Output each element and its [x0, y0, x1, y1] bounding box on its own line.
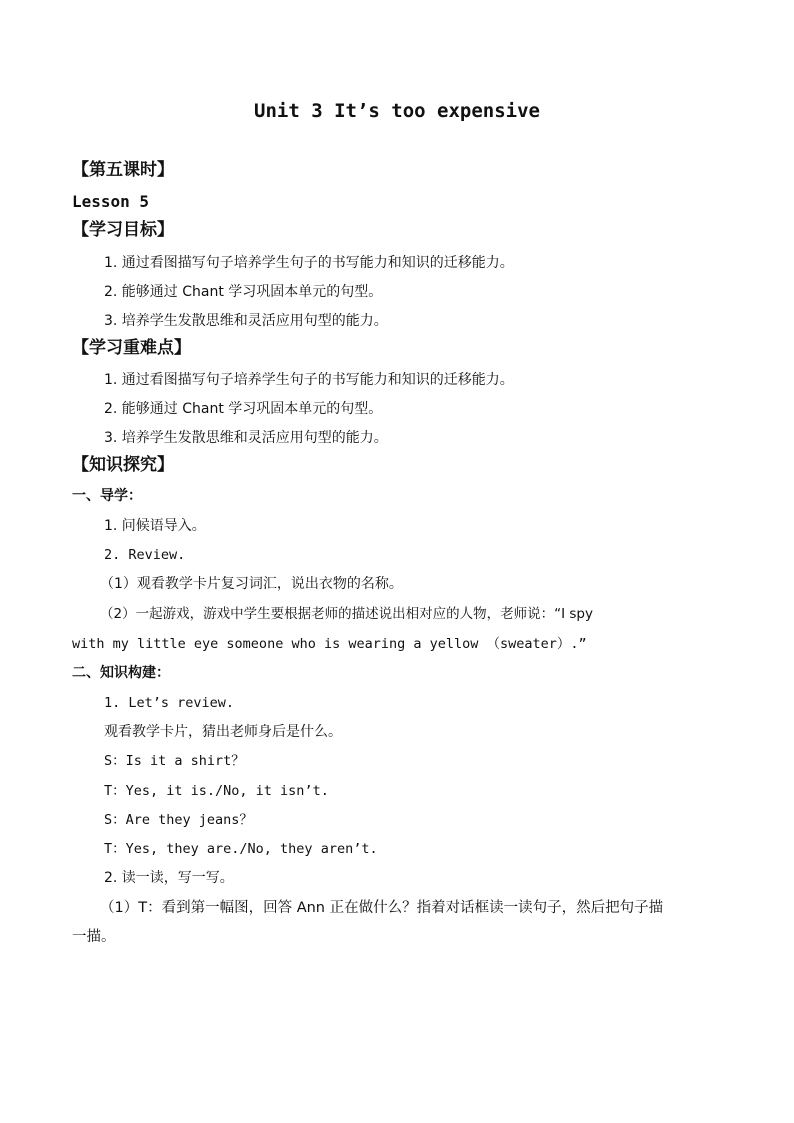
part2-line-8: （1）T：看到第一幅图，回答 Ann 正在做什么？指着对话框读一读句子，然后把句子描	[100, 900, 664, 916]
part2-line-1: 1. Let’s review.	[104, 695, 235, 711]
part2-heading: 二、知识构建：	[72, 665, 170, 681]
part2-line-3: S：Is it a shirt？	[104, 753, 245, 769]
part1-heading: 一、导学：	[72, 488, 142, 504]
part2-line-6: T：Yes, they are./No, they aren’t.	[104, 841, 378, 857]
part2-line-4: T：Yes, it is./No, it isn’t.	[104, 783, 329, 799]
objectives-heading: 【学习目标】	[72, 220, 174, 240]
document-title: Unit 3 It’s too expensive	[254, 100, 540, 122]
exploration-heading: 【知识探究】	[72, 455, 174, 475]
key-points-heading: 【学习重难点】	[72, 338, 191, 358]
part2-line-5: S：Are they jeans？	[104, 812, 253, 828]
objective-item-2: 2. 能够通过 Chant 学习巩固本单元的句型。	[104, 284, 383, 300]
key-point-item-2: 2. 能够通过 Chant 学习巩固本单元的句型。	[104, 401, 383, 417]
objective-item-3: 3. 培养学生发散思维和灵活应用句型的能力。	[104, 313, 388, 329]
part2-line-2: 观看教学卡片，猜出老师身后是什么。	[104, 724, 342, 740]
part2-line-9: 一描。	[72, 929, 116, 945]
part1-line-2: 2. Review.	[104, 547, 186, 563]
key-point-item-1: 1. 通过看图描写句子培养学生句子的书写能力和知识的迁移能力。	[104, 372, 514, 388]
key-point-item-3: 3. 培养学生发散思维和灵活应用句型的能力。	[104, 430, 388, 446]
part1-line-4: （2）一起游戏，游戏中学生要根据老师的描述说出相对应的人物，老师说：“I spy	[100, 606, 593, 622]
lesson-name: Lesson 5	[72, 192, 150, 211]
part1-line-5: with my little eye someone who is wearing a yellow （sweater）.”	[72, 636, 587, 652]
lesson-header: 【第五课时】	[72, 160, 174, 180]
part1-line-3: （1）观看教学卡片复习词汇，说出衣物的名称。	[100, 576, 403, 592]
objective-item-1: 1. 通过看图描写句子培养学生句子的书写能力和知识的迁移能力。	[104, 255, 514, 271]
part2-line-7: 2. 读一读，写一写。	[104, 870, 234, 886]
part1-line-1: 1. 问候语导入。	[104, 518, 206, 534]
